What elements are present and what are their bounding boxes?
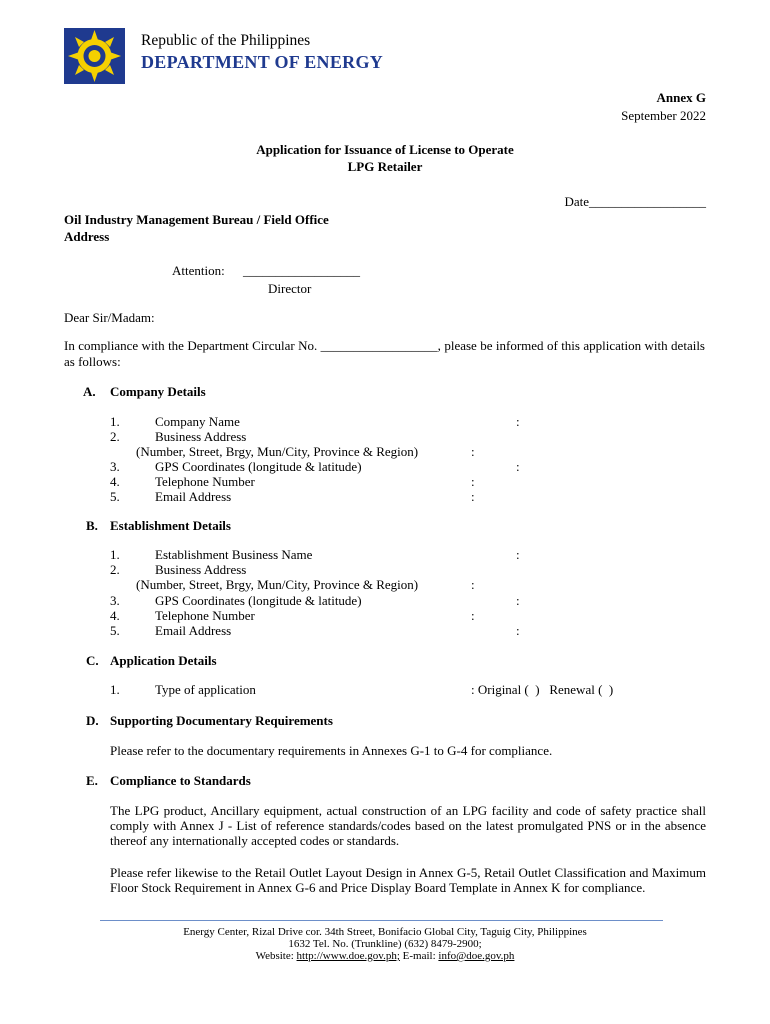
list-item-number: 3. <box>110 459 120 474</box>
list-item-colon: : <box>516 593 520 608</box>
website-link[interactable]: http://www.doe.gov.ph; <box>296 950 400 962</box>
date-line: Date__________________ <box>564 194 706 209</box>
title-line2: LPG Retailer <box>347 159 423 174</box>
header-department: DEPARTMENT OF ENERGY <box>141 52 384 72</box>
section-d-title: Supporting Documentary Requirements <box>110 713 333 728</box>
list-item-colon: : <box>471 608 475 623</box>
footer-contact <box>0 950 770 962</box>
list-item-number: 4. <box>110 608 120 623</box>
section-e-title: Compliance to Standards <box>110 773 251 788</box>
list-item-label: (Number, Street, Brgy, Mun/City, Province & Region) <box>136 444 419 459</box>
list-item-number: 5. <box>110 489 120 504</box>
attention-role: Director <box>268 281 312 296</box>
list-item-colon: : <box>516 414 520 429</box>
application-type-options: : Original ( ) Renewal ( ) <box>471 682 614 697</box>
list-item-label: Business Address <box>155 429 247 444</box>
intro-paragraph: In compliance with the Department Circular No. __________________, please be informed of this application with details as follows: <box>64 338 705 369</box>
list-item-number: 1. <box>110 414 120 429</box>
salutation: Dear Sir/Madam: <box>64 310 155 325</box>
list-item-label: Telephone Number <box>155 474 255 489</box>
footer-address: Energy Center, Rizal Drive cor. 34th Street, Bonifacio Global City, Taguig City, Philippines <box>183 926 587 938</box>
header-republic: Republic of the Philippines <box>141 32 311 49</box>
list-item-number: 1. <box>110 682 120 697</box>
application-type-label: Type of application <box>155 682 256 697</box>
annex-date: September 2022 <box>621 108 706 123</box>
list-item-number: 5. <box>110 623 120 638</box>
section-d-text: Please refer to the documentary requirements in Annexes G-1 to G-4 for compliance. <box>110 743 553 758</box>
website-label: Website: <box>255 950 297 962</box>
list-item-label: Business Address <box>155 562 247 577</box>
section-a-letter: A. <box>83 384 96 399</box>
section-a-title: Company Details <box>110 384 206 399</box>
footer-phone: 1632 Tel. No. (Trunkline) (632) 8479-2900; <box>288 938 482 950</box>
email-link[interactable]: info@doe.gov.ph <box>438 950 515 962</box>
list-item-colon: : <box>471 489 475 504</box>
section-e-paragraph-2: Please refer likewise to the Retail Outlet Layout Design in Annex G-5, Retail Outlet Classification and Maximum Floor Stock Requirement in Annex G-6 and Price Display Board Template in Annex K for compliance. <box>110 865 706 895</box>
list-item-label: Email Address <box>155 623 232 638</box>
list-item-number: 4. <box>110 474 120 489</box>
section-e-paragraph-1: The LPG product, Ancillary equipment, actual construction of an LPG facility and code of safety practice shall comply with Annex J - List of reference standards/codes based on the latest promulgated PNS or in the absence thereof any internationally accepted codes or standards. <box>110 803 706 848</box>
list-item-number: 3. <box>110 593 120 608</box>
list-item-colon: : <box>471 444 475 459</box>
list-item-colon: : <box>516 459 520 474</box>
annex-label: Annex G <box>656 90 706 105</box>
section-b-title: Establishment Details <box>110 518 231 533</box>
title-line1: Application for Issuance of License to Operate <box>256 142 514 157</box>
list-item-label: (Number, Street, Brgy, Mun/City, Province & Region) <box>136 577 419 592</box>
list-item-label: GPS Coordinates (longitude & latitude) <box>155 593 362 608</box>
list-item-number: 2. <box>110 562 120 577</box>
section-d-letter: D. <box>86 713 99 728</box>
list-item-colon: : <box>516 623 520 638</box>
attention-label: Attention: <box>172 263 225 278</box>
section-b-letter: B. <box>86 518 98 533</box>
list-item-label: GPS Coordinates (longitude & latitude) <box>155 459 362 474</box>
list-item-number: 1. <box>110 547 120 562</box>
list-item-number: 2. <box>110 429 120 444</box>
list-item-label: Telephone Number <box>155 608 255 623</box>
addressee-line1: Oil Industry Management Bureau / Field Office <box>64 212 329 227</box>
addressee-line2: Address <box>64 229 110 244</box>
list-item-colon: : <box>516 547 520 562</box>
section-c-title: Application Details <box>110 653 217 668</box>
doe-logo <box>64 28 125 84</box>
email-label: E-mail: <box>399 950 439 962</box>
list-item-colon: : <box>471 577 475 592</box>
attention-blank: __________________ <box>243 263 360 278</box>
section-e-letter: E. <box>86 773 98 788</box>
section-c-letter: C. <box>86 653 99 668</box>
list-item-colon: : <box>471 474 475 489</box>
list-item-label: Establishment Business Name <box>155 547 313 562</box>
list-item-label: Email Address <box>155 489 232 504</box>
footer-divider <box>100 920 663 921</box>
list-item-label: Company Name <box>155 414 240 429</box>
